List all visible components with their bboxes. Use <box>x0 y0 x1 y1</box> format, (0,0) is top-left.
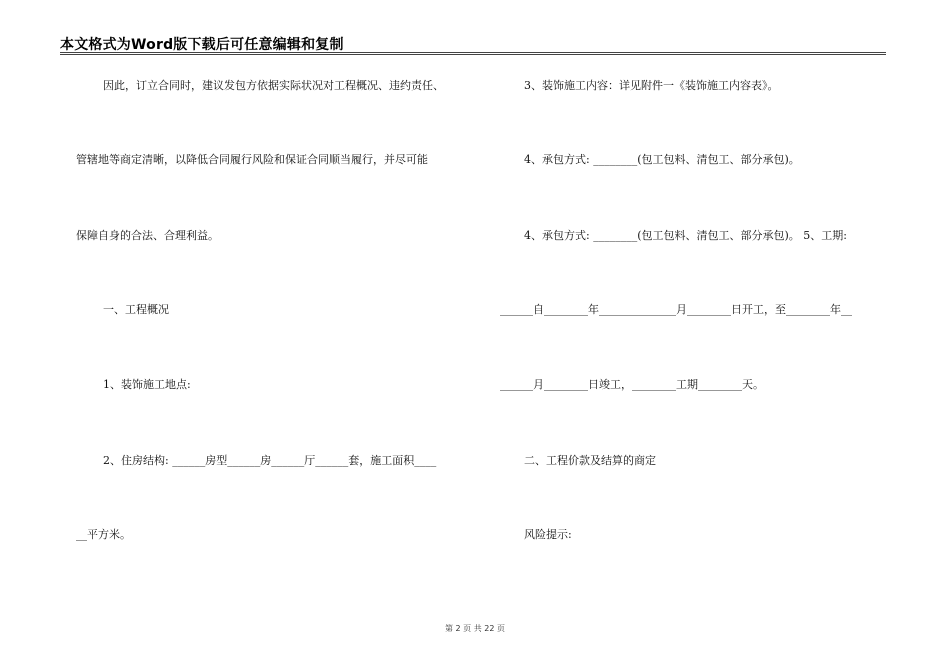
left-paragraph-line-3: 保障自身的合法、合理利益。 <box>76 229 219 242</box>
duration-end-line: ______月________日竣工，________工期________天。 <box>500 378 764 391</box>
section-heading-project-overview: 一、工程概况 <box>103 303 169 316</box>
left-paragraph-line-1: 因此，订立合同时，建议发包方依据实际状况对工程概况、违约责任、 <box>103 79 444 92</box>
item-housing-structure-continued: __平方米。 <box>76 528 131 541</box>
item-decoration-content: 3、装饰施工内容：详见附件一《装饰施工内容表》。 <box>524 79 779 92</box>
item-contract-method: 4、承包方式: ________(包工包料、清包工、部分承包)。 <box>524 153 800 166</box>
page-number-footer: 第 2 页 共 22 页 <box>445 624 505 633</box>
duration-start-line: ______自________年______________月________日开工，至________年__ <box>500 303 852 316</box>
document-header-title: 本文格式为Word版下载后可任意编辑和复制 <box>60 37 344 53</box>
item-housing-structure: 2、住房结构: ______房型______房______厅______套，施工面积____ <box>103 454 437 467</box>
left-paragraph-line-2: 管辖地等商定清晰，以降低合同履行风险和保证合同顺当履行，并尽可能 <box>76 153 428 166</box>
header-divider <box>60 52 886 55</box>
item-construction-site: 1、装饰施工地点: <box>103 378 191 391</box>
item-contract-method-and-duration: 4、承包方式: ________(包工包料、清包工、部分承包)。 5、工期: <box>524 229 847 242</box>
section-heading-price-settlement: 二、工程价款及结算的商定 <box>524 454 656 467</box>
risk-warning-label: 风险提示: <box>524 528 572 541</box>
